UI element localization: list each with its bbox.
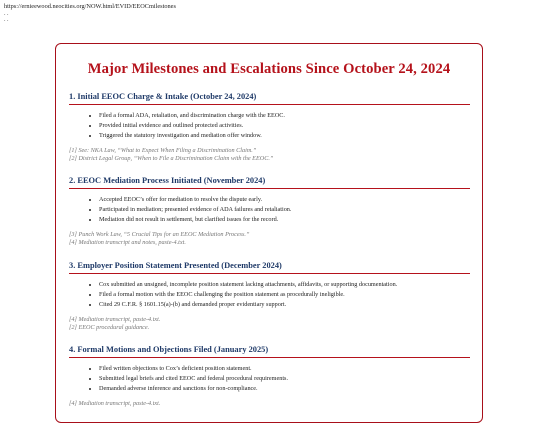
reference-item: [4] Mediation transcript and notes, paste-4.txt. xyxy=(69,238,186,246)
list-item: • Triggered the statutory investigation and mediation offer window. xyxy=(99,131,470,141)
list-item: • Filed a formal motion with the EEOC challenging the position statement as procedurally ineligible. xyxy=(99,290,470,300)
section-initial-charge xyxy=(69,91,470,162)
page-url: https://ernieewood.neocities.org/NOW.html/EVID/EEOCmilestones xyxy=(4,3,176,10)
list-item: • Filed written objections to Cox’s deficient position statement. xyxy=(99,364,470,374)
bullet-list xyxy=(69,280,470,310)
bullet-list xyxy=(69,195,470,225)
section-heading: 1. Initial EEOC Charge & Intake (October 24, 2024) xyxy=(69,91,470,105)
list-item: • Submitted legal briefs and cited EEOC and federal procedural requirements. xyxy=(99,374,470,384)
bullet-list xyxy=(69,111,470,141)
list-item: • Cited 29 C.F.R. § 1601.15(a)-(b) and demanded proper evidentiary support. xyxy=(99,300,470,310)
placeholder-dots: . . . . xyxy=(4,11,9,23)
list-item: • Mediation did not result in settlement, but clarified issues for the record. xyxy=(99,215,470,225)
milestones-card xyxy=(55,43,483,423)
section-formal-motions xyxy=(69,344,470,408)
list-item: • Filed a formal ADA, retaliation, and discrimination charge with the EEOC. xyxy=(99,111,470,121)
reference-item: [2] District Legal Group, “When to File a Discrimination Claim with the EEOC.” xyxy=(69,154,274,162)
reference-item: [1] See: NKA Law, “What to Expect When Filing a Discrimination Claim.” xyxy=(69,147,257,154)
reference-item: [3] Punch Work Law, “5 Crucial Tips for an EEOC Mediation Process.” xyxy=(69,231,250,238)
list-item: • Cox submitted an unsigned, incomplete position statement lacking attachments, affidavits, or supporting documentation. xyxy=(99,280,470,290)
section-heading: 3. Employer Position Statement Presented (December 2024) xyxy=(69,260,470,274)
section-heading: 2. EEOC Mediation Process Initiated (November 2024) xyxy=(69,175,470,189)
list-item: • Provided initial evidence and outlined protected activities. xyxy=(99,121,470,131)
reference-item: [4] Mediation transcript, paste-4.txt. xyxy=(69,316,161,323)
reference-list xyxy=(69,400,470,408)
list-item: • Participated in mediation; presented evidence of ADA failures and retaliation. xyxy=(99,205,470,215)
bullet-list xyxy=(69,364,470,394)
section-mediation xyxy=(69,175,470,246)
section-position-statement xyxy=(69,260,470,331)
reference-list xyxy=(69,147,470,162)
reference-item: [2] EEOC procedural guidance. xyxy=(69,323,150,331)
reference-item: [4] Mediation transcript, paste-4.txt. xyxy=(69,400,161,407)
reference-list xyxy=(69,231,470,246)
page-title: Major Milestones and Escalations Since October 24, 2024 xyxy=(87,61,451,77)
reference-list xyxy=(69,316,470,331)
list-item: • Demanded adverse inference and sanctions for non-compliance. xyxy=(99,384,470,394)
section-heading: 4. Formal Motions and Objections Filed (January 2025) xyxy=(69,344,470,358)
list-item: • Accepted EEOC’s offer for mediation to resolve the dispute early. xyxy=(99,195,470,205)
